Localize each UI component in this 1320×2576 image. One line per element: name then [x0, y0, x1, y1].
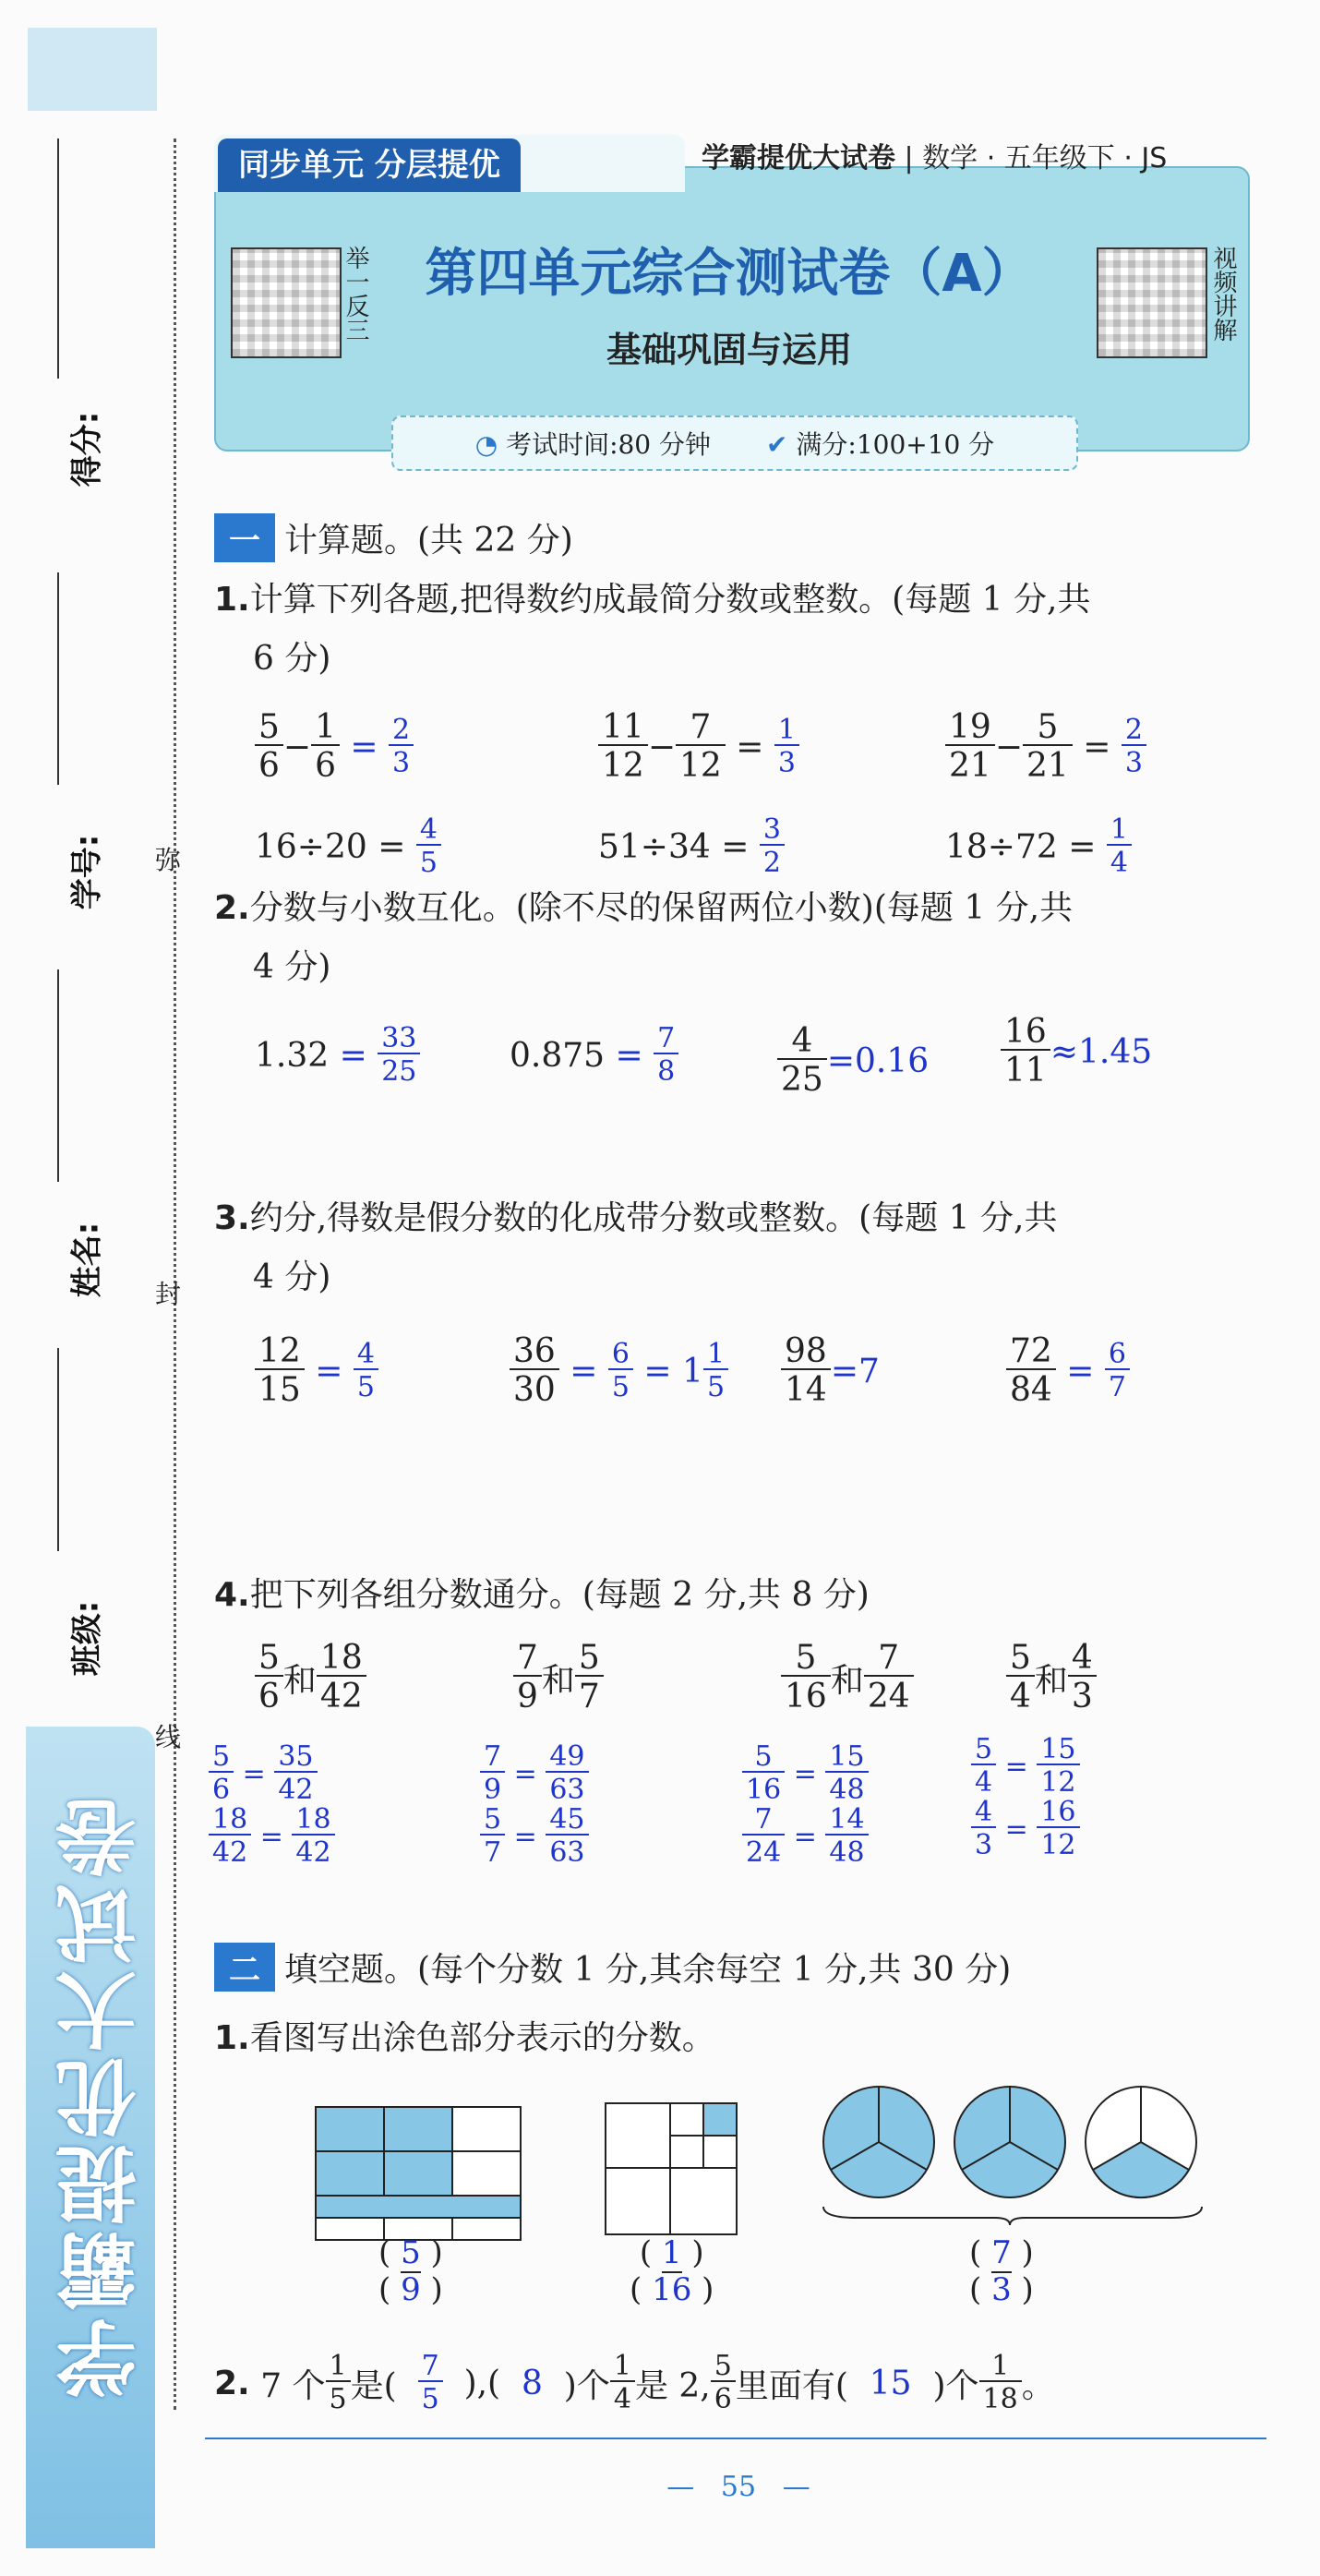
q1-item-3: 19 21 − $\frac{5}{21}$ = $\frac{2}{3}$: [945, 711, 1146, 783]
name-line: [57, 969, 59, 1182]
q4-text: 把下列各组分数通分。(每题 2 分,共 8 分): [249, 1576, 870, 1614]
q6-answer-1[interactable]: 7 5: [418, 2353, 443, 2413]
q1-answer-5[interactable]: $\frac{3}{2}$: [760, 816, 785, 877]
brand-text: 学霸提优大试卷: [54, 1791, 150, 2399]
q3-item-2: $\frac{36}{30}$ = $\frac{6}{5}$ = 1 1 5: [510, 1335, 728, 1407]
brace: [823, 2207, 1202, 2225]
q3-answer-2-mixed-frac[interactable]: 1 5: [703, 1341, 728, 1402]
q2-answer-1[interactable]: $\frac{33}{25}$: [378, 1025, 420, 1086]
q1-item-4: 16÷20 = $\frac{4}{5}$: [255, 816, 441, 877]
qr-right-icon[interactable]: [1097, 247, 1207, 358]
qr-left-icon[interactable]: [231, 247, 342, 358]
q4-answer-3[interactable]: 5 16 = 15 48 7 24 = 14 48: [742, 1743, 869, 1867]
score-text: 满分:100+10 分: [796, 429, 995, 460]
circle-1: [823, 2087, 934, 2197]
q1-text: 计算下列各题,把得数约成最简分数或整数。(每题 1 分,共: [249, 581, 1091, 619]
q3-prompt: [214, 1189, 1266, 1307]
q3-answer-2[interactable]: $\frac{6}{5}$: [608, 1341, 633, 1402]
qr-left-caption: 举一反三: [342, 246, 369, 342]
page-subtitle: 基础巩固与运用: [606, 330, 852, 370]
header-panel: [214, 166, 1250, 451]
section-1-heading: [214, 513, 573, 562]
id-label: 学号:: [68, 834, 106, 910]
q3-number: 3.: [214, 1199, 250, 1237]
q4-pair-2: 7 9 和 5 7: [513, 1642, 604, 1714]
q4-answer-2[interactable]: 7 9 = 49 63 5 7 = 45 63: [480, 1743, 589, 1867]
circle-3: [1086, 2087, 1196, 2197]
q6-answer-2[interactable]: 8: [522, 2364, 543, 2402]
q1-answer-4[interactable]: $\frac{4}{5}$: [416, 816, 441, 877]
q3-text2: 4 分): [253, 1258, 331, 1296]
circle-2: [954, 2087, 1065, 2197]
q3-answer-2-mixed-whole[interactable]: 1: [682, 1352, 703, 1390]
q4-pair-4: 5 4 和 4 3: [1006, 1642, 1097, 1714]
q6-line: 2. 7 个 1 5 是( 7 5 ),( 8 )个 1 4 是 2, 5 6 里面有( 15 )个 1 18 。: [214, 2350, 1055, 2415]
q2-answer-4[interactable]: ≈1.45: [1050, 1032, 1153, 1071]
section-2-heading: [214, 1943, 1011, 1992]
q2-item-3: $\frac{4}{25}$ =0.16: [777, 1025, 929, 1097]
q3-item-4: $\frac{72}{84}$ = $\frac{6}{7}$: [1006, 1335, 1130, 1407]
q2-item-2: 0.875 = $\frac{7}{8}$: [510, 1025, 678, 1086]
q5-answer-1[interactable]: ( 5 ) ( 9 ): [378, 2234, 443, 2308]
score-info: [766, 425, 994, 462]
q4-prompt: [214, 1566, 1266, 1625]
page-number-text: 55: [720, 2471, 757, 2503]
section-2-title: 填空题。(每个分数 1 分,其余每空 1 分,共 30 分): [284, 1951, 1012, 1989]
q1-item-2: 11 12 − $\frac{7}{12}$ = $\frac{1}{3}$: [598, 711, 799, 783]
q5-number: 1.: [214, 2019, 250, 2057]
score-label: 得分:: [68, 411, 106, 488]
q4-pair-3: 5 16 和 7 24: [781, 1642, 914, 1714]
margin-corner-band: [28, 28, 157, 111]
q1-item-5: 51÷34 = $\frac{3}{2}$: [598, 816, 785, 877]
q1-text2: 6 分): [253, 640, 331, 678]
id-line: [57, 572, 59, 785]
figure-nested-square: [604, 2101, 738, 2236]
q5-answer-3[interactable]: ( 7 ) ( 3 ): [969, 2234, 1034, 2308]
cut-mark-2: 封: [155, 1279, 182, 1309]
series-title: 学霸提优大试卷 | 数学 · 五年级下 · JS: [702, 142, 1168, 175]
q3-answer-3[interactable]: =7: [830, 1352, 880, 1390]
q5-prompt: [214, 2009, 715, 2068]
q2-answer-3[interactable]: =0.16: [826, 1041, 930, 1080]
class-label: 班级:: [68, 1600, 106, 1677]
q3-item-3: $\frac{98}{14}$ =7: [781, 1335, 880, 1407]
q4-number: 4.: [214, 1576, 250, 1614]
q2-text: 分数与小数互化。(除不尽的保留两位小数)(每题 1 分,共: [249, 889, 1074, 927]
q2-text2: 4 分): [253, 948, 331, 986]
score-line: [57, 138, 59, 379]
q2-answer-2[interactable]: $\frac{7}{8}$: [654, 1025, 678, 1086]
q4-answer-4[interactable]: 5 4 = 15 12 4 3 = 16 12: [971, 1736, 1080, 1860]
exam-info: [391, 415, 1078, 471]
q1-answer-2[interactable]: $\frac{1}{3}$: [774, 716, 799, 777]
q2-number: 2.: [214, 889, 250, 927]
cut-mark-3: 线: [155, 1722, 182, 1752]
name-label: 姓名:: [68, 1222, 106, 1298]
clock-icon: ◔: [474, 429, 498, 460]
q2-item-4: $\frac{16}{11}$ ≈1.45: [1001, 1016, 1152, 1088]
check-icon: ✔: [766, 429, 788, 460]
page-title: 第四单元综合测试卷（A）: [425, 244, 1034, 304]
q1-answer-1[interactable]: $\frac{2}{3}$: [389, 716, 414, 777]
q1-number: 1.: [214, 581, 250, 619]
cut-mark-1: 弥: [155, 845, 182, 875]
q6-answer-3[interactable]: 15: [869, 2364, 912, 2402]
section-1-badge: 一: [214, 513, 275, 562]
time-info: [475, 425, 711, 462]
q4-pair-1: 5 6 和 18 42: [255, 1642, 366, 1714]
q1-item-6: 18÷72 = $\frac{1}{4}$: [945, 816, 1132, 877]
qr-right-caption: 视频讲解: [1209, 246, 1237, 342]
footer-rule: [205, 2438, 1266, 2439]
q5-answer-2[interactable]: ( 1 ) ( 16 ): [630, 2234, 714, 2308]
q3-answer-1[interactable]: $\frac{4}{5}$: [354, 1341, 378, 1402]
page-number: — 55 —: [666, 2471, 810, 2503]
q3-item-1: $\frac{12}{15}$ = $\frac{4}{5}$: [255, 1335, 378, 1407]
q5-text: 看图写出涂色部分表示的分数。: [249, 2019, 715, 2057]
series-subject: 数学 · 五年级下 · JS: [922, 142, 1168, 175]
class-line: [57, 1348, 59, 1551]
q2-item-1: 1.32 = $\frac{33}{25}$: [255, 1025, 420, 1086]
q1-answer-3[interactable]: $\frac{2}{3}$: [1122, 716, 1146, 777]
section-2-badge: 二: [214, 1943, 275, 1992]
q6-number: 2.: [214, 2364, 250, 2402]
header-tag: 同步单元 分层提优: [218, 138, 521, 192]
q3-text: 约分,得数是假分数的化成带分数或整数。(每题 1 分,共: [249, 1199, 1058, 1237]
figure-circles: [820, 2077, 1207, 2225]
q1-answer-6[interactable]: $\frac{1}{4}$: [1107, 816, 1132, 877]
q4-answer-1[interactable]: 5 6 = 35 42 18 42 = 18 42: [209, 1743, 335, 1867]
q1-prompt: [214, 571, 1266, 689]
q3-answer-4[interactable]: $\frac{6}{7}$: [1105, 1341, 1130, 1402]
series-name: 学霸提优大试卷: [702, 142, 895, 175]
section-1-title: 计算题。(共 22 分): [284, 522, 573, 560]
time-text: 考试时间:80 分钟: [506, 429, 712, 460]
q2-prompt: [214, 879, 1266, 997]
q1-item-1: 5 6 − $\frac{1}{6}$ = $\frac{2}{3}$: [255, 711, 414, 783]
